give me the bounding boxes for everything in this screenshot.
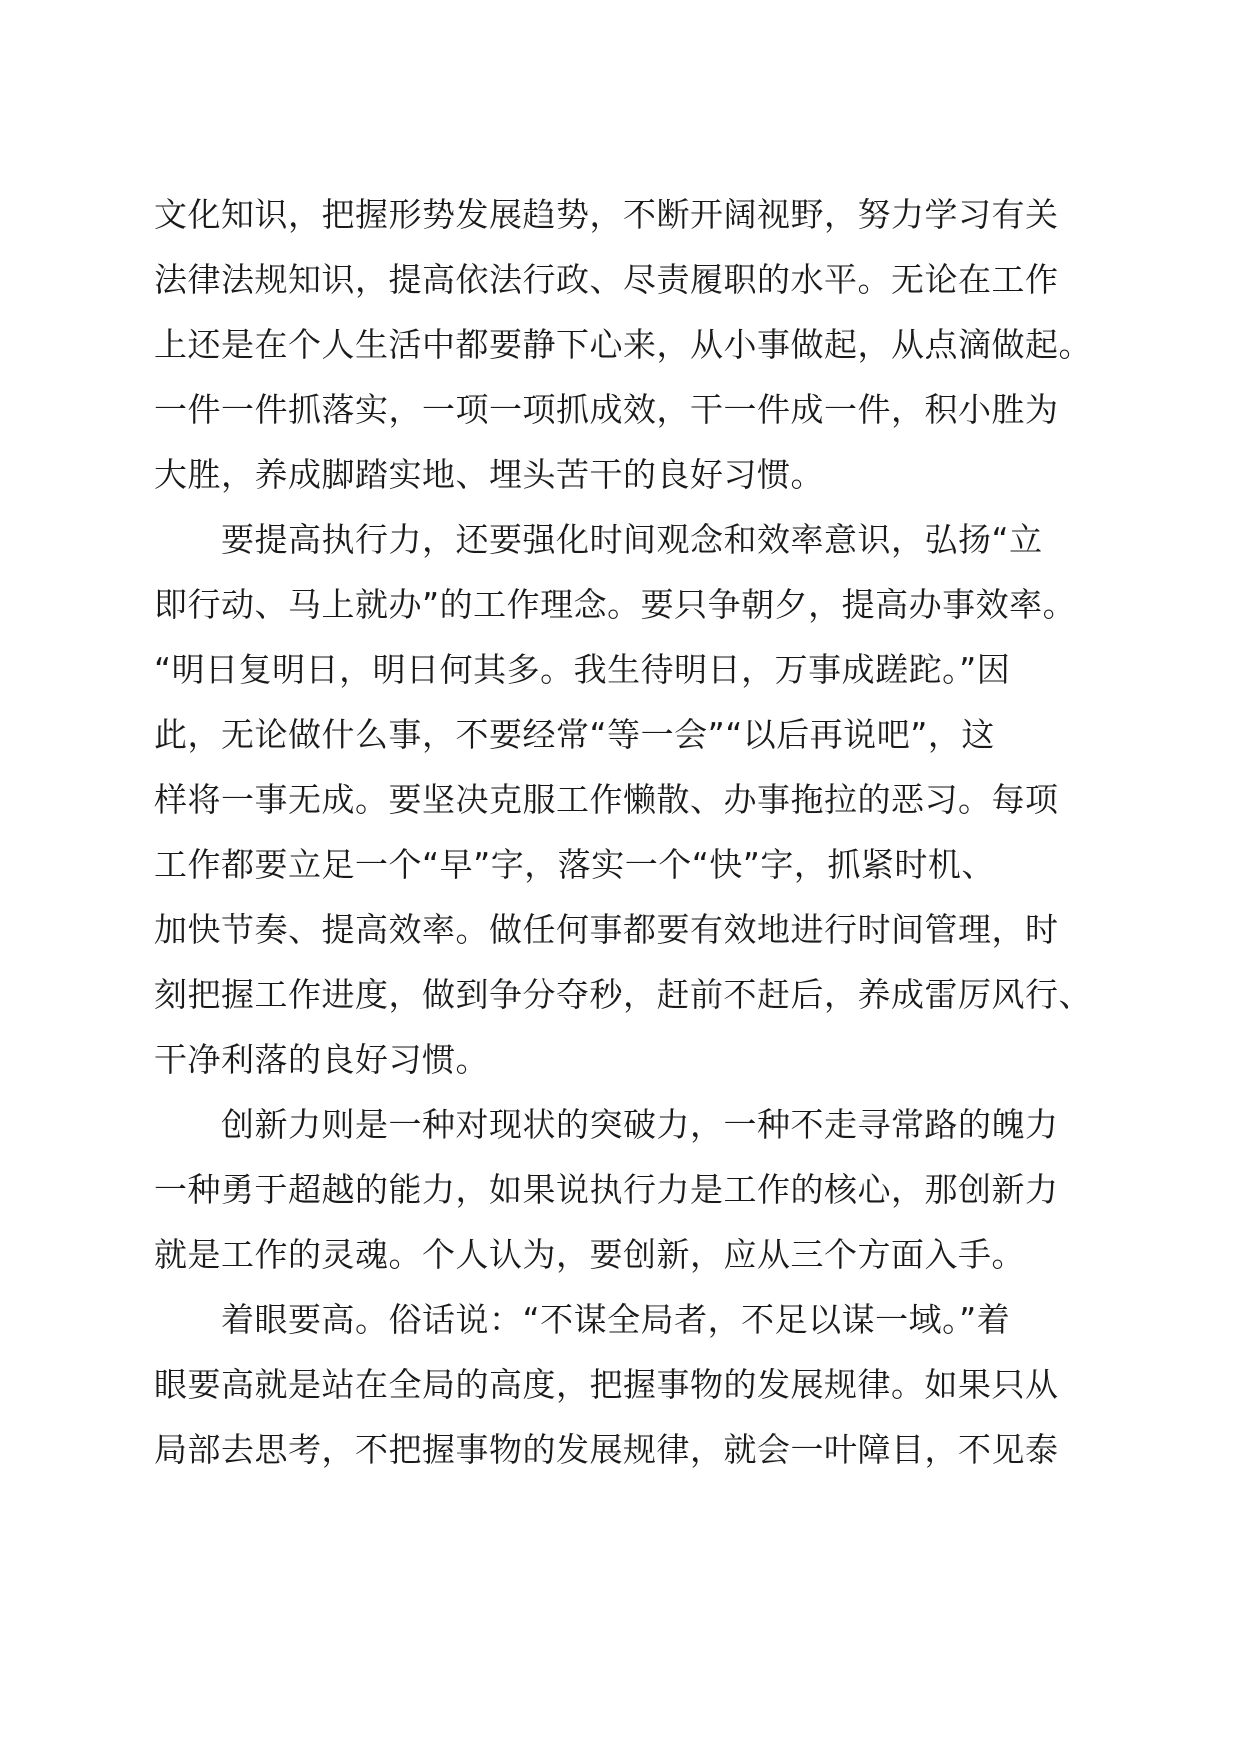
text-line: 局部去思考，不把握事物的发展规律，就会一叶障目，不见泰 <box>154 1430 1059 1469</box>
text-line: 刻把握工作进度，做到争分夺秒，赶前不赶后，养成雷厉风行、 <box>154 975 1092 1014</box>
text-line: “明日复明日，明日何其多。我生待明日，万事成蹉跎。”因 <box>154 650 1011 689</box>
text-line: 工作都要立足一个“早”字，落实一个“快”字，抓紧时机、 <box>154 845 995 884</box>
text-line: 着眼要高。俗话说：“不谋全局者，不足以谋一域。”着 <box>154 1300 1011 1339</box>
text-line: 此，无论做什么事，不要经常“等一会”“以后再说吧”，这 <box>154 715 995 754</box>
text-line: 即行动、马上就办”的工作理念。要只争朝夕，提高办事效率。 <box>154 585 1077 624</box>
text-line: 法律法规知识，提高依法行政、尽责履职的水平。无论在工作 <box>154 260 1059 299</box>
text-line: 干净利落的良好习惯。 <box>154 1040 489 1079</box>
text-line: 创新力则是一种对现状的突破力，一种不走寻常路的魄力 <box>154 1105 1059 1144</box>
text-line: 一件一件抓落实，一项一项抓成效，干一件成一件，积小胜为 <box>154 390 1059 429</box>
text-line: 大胜，养成脚踏实地、埋头苦干的良好习惯。 <box>154 455 824 494</box>
text-line: 上还是在个人生活中都要静下心来，从小事做起，从点滴做起。 <box>154 325 1092 364</box>
text-line: 就是工作的灵魂。个人认为，要创新，应从三个方面入手。 <box>154 1235 1025 1274</box>
text-line: 一种勇于超越的能力，如果说执行力是工作的核心，那创新力 <box>154 1170 1059 1209</box>
text-line: 文化知识，把握形势发展趋势，不断开阔视野，努力学习有关 <box>154 195 1059 234</box>
text-line: 要提高执行力，还要强化时间观念和效率意识，弘扬“立 <box>154 520 1043 559</box>
text-line: 样将一事无成。要坚决克服工作懒散、办事拖拉的恶习。每项 <box>154 780 1059 819</box>
text-line: 眼要高就是站在全局的高度，把握事物的发展规律。如果只从 <box>154 1365 1059 1404</box>
document-body <box>154 190 1104 1490</box>
text-line: 加快节奏、提高效率。做任何事都要有效地进行时间管理，时 <box>154 910 1059 949</box>
